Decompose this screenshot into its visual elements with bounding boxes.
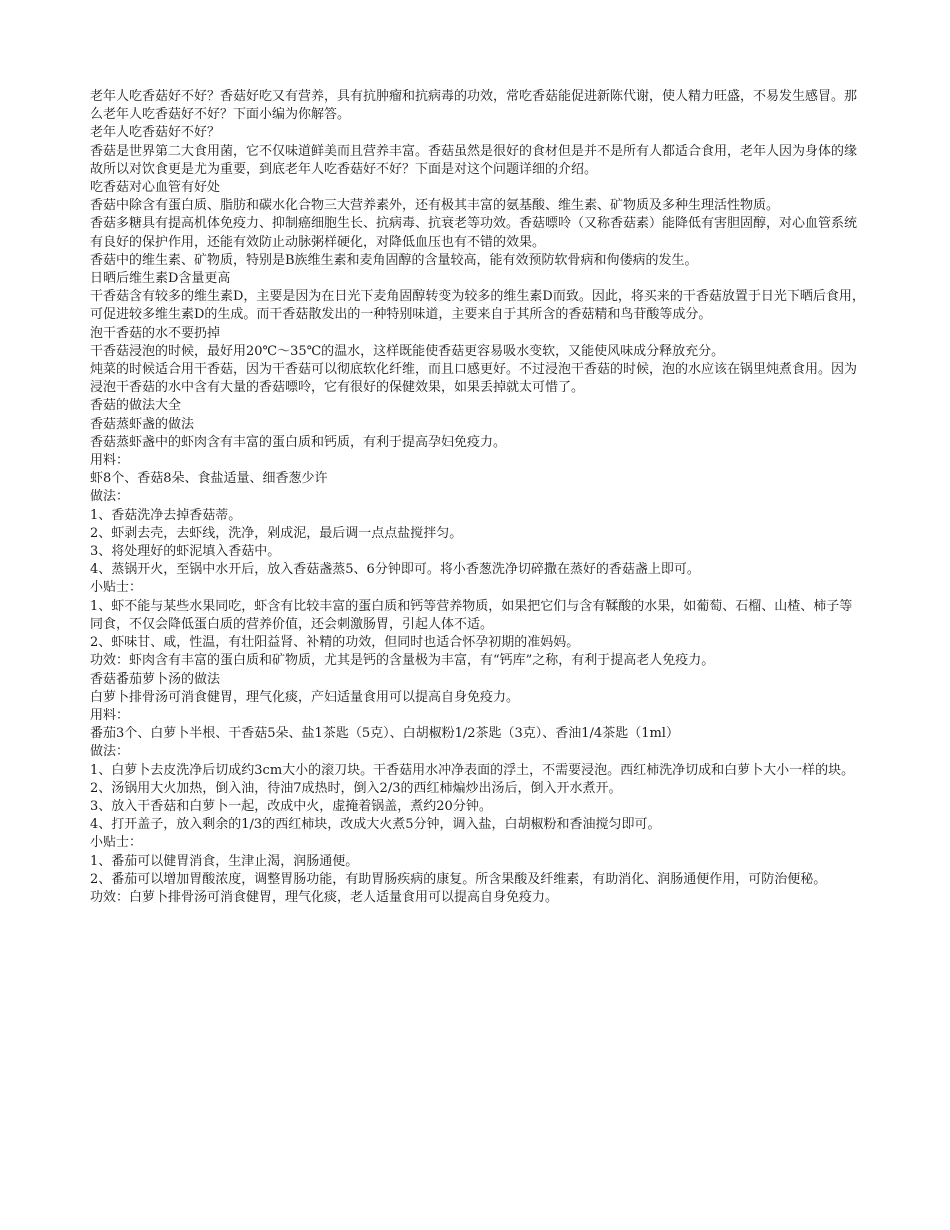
tip-item: 1、虾不能与某些水果同吃，虾含有比较丰富的蛋白质和钙等营养物质，如果把它们与含有鞣酸的水果，如葡萄、石榴、山楂、柿子等同食，不仅会降低蛋白质的营养价值，还会刺激肠胃，引起人体不适。 bbox=[90, 598, 853, 632]
step-item: 3、将处理好的虾泥填入香菇中。 bbox=[90, 544, 281, 560]
tip-item: 2、虾味甘、咸，性温，有壮阳益肾、补精的功效，但同时也适合怀孕初期的准妈妈。 bbox=[90, 635, 580, 651]
heading-recipe-shrimp: 香菇蒸虾盏的做法 bbox=[90, 416, 195, 432]
document-body bbox=[90, 88, 865, 907]
paragraph: 香菇蒸虾盏中的虾肉含有丰富的蛋白质和钙质，有利于提高孕妇免疫力。 bbox=[90, 434, 507, 450]
steps-label: 做法： bbox=[90, 744, 130, 760]
paragraph: 白萝卜排骨汤可消食健胃，理气化痰，产妇适量食用可以提高自身免疫力。 bbox=[90, 689, 520, 705]
steps-label: 做法： bbox=[90, 489, 130, 505]
intro-paragraph: 老年人吃香菇好不好？香菇好吃又有营养，具有抗肿瘤和抗病毒的功效，常吃香菇能促进新陈代谢，使人精力旺盛，不易发生感冒。那么老年人吃香菇好不好？下面小编为你解答。 bbox=[90, 89, 858, 123]
step-item: 1、白萝卜去皮洗净后切成约3cm大小的滚刀块。干香菇用水冲净表面的浮土，不需要浸泡。西红柿洗净切成和白萝卜大小一样的块。 bbox=[90, 762, 855, 778]
paragraph: 炖菜的时候适合用干香菇，因为干香菇可以彻底软化纤维，而且口感更好。不过浸泡干香菇的时候，泡的水应该在锅里炖煮食用。因为浸泡干香菇的水中含有大量的香菇嘌呤，它有很好的保健效果，如果丢掉就太可惜了。 bbox=[90, 362, 858, 396]
step-item: 4、打开盖子，放入剩余的1/3的西红柿块，改成大火煮5分钟，调入盐，白胡椒粉和香油搅匀即可。 bbox=[90, 817, 661, 833]
ingredients-list: 虾8个、香菇8朵、食盐适量、细香葱少许 bbox=[90, 471, 328, 487]
paragraph: 香菇是世界第二大食用菌，它不仅味道鲜美而且营养丰富。香菇虽然是很好的食材但是并不是所有人都适合食用，老年人因为身体的缘故所以对饮食更是尤为重要，到底老年人吃香菇好不好？下面是对这个问题详细的介绍。 bbox=[90, 143, 858, 177]
paragraph: 香菇中的维生素、矿物质，特别是B族维生素和麦角固醇的含量较高，能有效预防软骨病和佝偻病的发生。 bbox=[90, 252, 698, 268]
step-item: 2、虾剥去壳，去虾线，洗净，剁成泥，最后调一点点盐搅拌匀。 bbox=[90, 525, 463, 541]
heading-cardiovascular: 吃香菇对心血管有好处 bbox=[90, 180, 221, 196]
paragraph: 香菇多糖具有提高机体免疫力、抑制癌细胞生长、抗病毒、抗衰老等功效。香菇嘌呤（又称香菇素）能降低有害胆固醇，对心血管系统有良好的保护作用，还能有效防止动脉粥样硬化，对降低血压也有不错的效果。 bbox=[90, 216, 858, 250]
step-item: 3、放入干香菇和白萝卜一起，改成中火，虚掩着锅盖，煮约20分钟。 bbox=[90, 798, 492, 814]
heading-recipe-soup: 香菇番茄萝卜汤的做法 bbox=[90, 671, 221, 687]
heading-elderly-mushroom: 老年人吃香菇好不好？ bbox=[90, 125, 221, 141]
step-item: 1、香菇洗净去掉香菇蒂。 bbox=[90, 507, 242, 523]
ingredients-list: 番茄3个、白萝卜半根、干香菇5朵、盐1茶匙（5克）、白胡椒粉1/2茶匙（3克）、香油1/4茶匙（1ml） bbox=[90, 726, 679, 742]
tips-label: 小贴士： bbox=[90, 580, 143, 596]
tip-item: 2、番茄可以增加胃酸浓度，调整胃肠功能，有助胃肠疾病的康复。所含果酸及纤维素，有助消化、润肠通便作用，可防治便秘。 bbox=[90, 871, 827, 887]
efficacy-note: 功效：白萝卜排骨汤可消食健胃，理气化痰，老人适量食用可以提高自身免疫力。 bbox=[90, 889, 559, 905]
tips-label: 小贴士： bbox=[90, 835, 143, 851]
heading-recipes: 香菇的做法大全 bbox=[90, 398, 182, 414]
tip-item: 1、番茄可以健胃消食，生津止渴，润肠通便。 bbox=[90, 853, 359, 869]
ingredients-label: 用料： bbox=[90, 707, 130, 723]
step-item: 2、汤锅用大火加热，倒入油，待油7成热时，倒入2/3的西红柿煸炒出汤后，倒入开水煮开。 bbox=[90, 780, 622, 796]
heading-vitamin-d: 日晒后维生素D含量更高 bbox=[90, 271, 231, 287]
paragraph: 香菇中除含有蛋白质、脂肪和碳水化合物三大营养素外，还有极其丰富的氨基酸、维生素、矿物质及多种生理活性物质。 bbox=[90, 198, 780, 214]
step-item: 4、蒸锅开火，至锅中水开后，放入香菇盏蒸5、6分钟即可。将小香葱洗净切碎撒在蒸好的香菇盏上即可。 bbox=[90, 562, 700, 578]
paragraph: 干香菇含有较多的维生素D，主要是因为在日光下麦角固醇转变为较多的维生素D而致。因此，将买来的干香菇放置于日光下晒后食用，可促进较多维生素D的生成。而干香菇散发出的一种特别味道，主要来自于其所含的香菇精和鸟苷酸等成分。 bbox=[90, 289, 865, 323]
heading-soaking-water: 泡干香菇的水不要扔掉 bbox=[90, 325, 221, 341]
efficacy-note: 功效：虾肉含有丰富的蛋白质和矿物质，尤其是钙的含量极为丰富，有“钙库”之称，有利于提高老人免疫力。 bbox=[90, 653, 715, 669]
paragraph: 干香菇浸泡的时候，最好用20℃～35℃的温水，这样既能使香菇更容易吸水变软，又能使风味成分释放充分。 bbox=[90, 343, 725, 359]
ingredients-label: 用料： bbox=[90, 453, 130, 469]
